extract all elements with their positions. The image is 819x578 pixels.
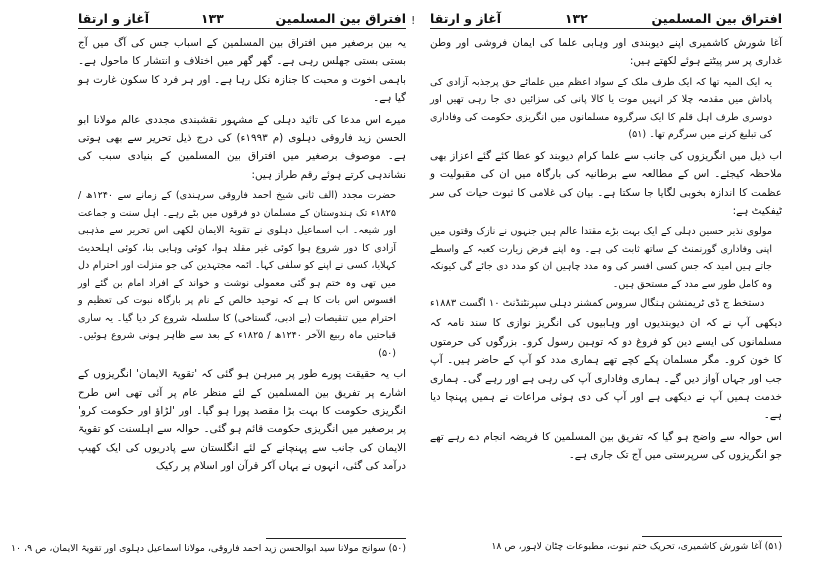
- left-body: [78, 34, 406, 479]
- right-book-title: افتراق بین المسلمین: [651, 11, 782, 26]
- right-paragraph-1: آغا شورش کاشمیری اپنے دیوبندی اور وہابی علما کی ایمان فروشی اور وطن غداری پر سر پیٹتے ہوئے لکھتے ہیں:: [430, 37, 782, 68]
- left-block-quote: حضرت مجدد (الف ثانی شیخ احمد فاروقی سرہندی) کے زمانے سے ۱۲۴۰ھ / ۱۸۲۵ء تک ہندوستان کے مسلمان دو فرقوں میں بٹے رہے۔ اہل سنت و جماعت اور شیعہ۔ اب اسماعیل دہلوی نے تقویۃ الایمان لکھی اس تحریر سے مذہبی آزادی کا دور شروع ہوا کوئی غیر مقلد ہوا، کوئی وہابی بنا، کوئی اہلحدیث کہلایا، کسی نے اپنے کو سلفی کہا۔ ائمہ مجتہدین کی جو منزلت اور احترام دل میں تھی وہ ختم ہو گئی معمولی نوشت و خواند کے افراد امام بن گئے اور افسوس اس بات کا ہے کہ توحید خالص کے نام پر بارگاہ نبوت کی تعظیم و احترام میں تنقیصات (بے ادبی، گستاخی) کا سلسلہ شروع کر دیا گیا۔ یہ ساری قباحتیں ماہ ربیع الآخر ۱۲۴۰ھ / ۱۸۲۵ء کے بعد سے ظاہر ہونی شروع ہوئیں۔ (۵۰): [78, 190, 397, 359]
- right-quote-1-text: یہ ایک المیہ تھا کہ ایک طرف ملک کے سواد اعظم میں علمائے حق پرجذبہ آزادی کی پاداش میں مقدمہ چلا کر انہیں موت یا کالا پانی کی سزائیں دی جا رہی تھیں اور دوسری طرف اہل قلم کا ایک سرگروہ مسلمانوں میں انگریزی حکومت کی وفاداری کی تبلیغ کرنے میں سرگرم تھا۔: [430, 76, 772, 141]
- right-page-number: ۱۳۲: [564, 11, 588, 26]
- right-paragraph-3: دیکھی آپ نے کہ ان دیوبندیوں اور وہابیوں کی انگریز نوازی کا سند نامہ کہ مسلمانوں کی ایسے دین کو فروغ دو کہ توہین رسول کرو۔ بزرگوں کی حرمتوں کا خون کرو۔ مگر مسلمان پکے کچے تھے ہماری مدد کو آپ کے حاضر ہیں۔ آپ جب اور جہاں آواز دیں گے۔ ہماری وفاداری آپ کی رہی ہے اور رہے گی۔ ہماری خدمت ہمیں آپ نے دیکھی ہے اور آپ کی دی ہوئی مراعات نے ہمیں پہنچا دیا ہے۔: [430, 317, 782, 422]
- gutter-mark: !: [411, 14, 416, 27]
- right-body: [430, 34, 782, 468]
- left-running-head: [78, 6, 406, 29]
- right-paragraph-2: اب ذیل میں انگریزوں کی جانب سے علما کرام دیوبند کو عطا کئے گئے اعزاز بھی ملاحظہ کیجئے۔ اس کے مطالعہ سے برطانیہ کی بارگاہ میں ان کی مقبولیت و عظمت کا اندازہ بخوبی لگایا جا سکتا ہے۔ بیان کی غلامی کا ثبوت حیات کی سر ٹیفکیٹ ہے:: [430, 149, 782, 218]
- right-signature: دستخط ج ڈی ٹریمنشن ہنگال سروس کمشنر دہلی سپرنٹنڈنٹ ۱۰ اگست ۱۸۸۳ء: [430, 298, 765, 310]
- left-chapter-title: آغاز و ارتقا: [78, 11, 150, 26]
- left-paragraph-2: میرے اس مدعا کی تائید دہلی کے مشہور نقشبندی مجددی عالم مولانا ابو الحسن زید فاروقی دہلوی (م ۱۹۹۳ء) کی درج ذیل تحریر سے بھی ہوتی ہے۔ موصوف برصغیر میں افتراق بین المسلمین کے بنیادی سبب کی نشاندہی کرتے ہوئے رقم طراز ہیں:: [78, 113, 406, 181]
- left-page-number: ۱۳۳: [200, 11, 224, 26]
- right-chapter-title: آغاز و ارتقا: [430, 11, 502, 26]
- left-footnote: (۵۰) سوانح مولانا سید ابوالحسن زید احمد فاروقی، مولانا اسماعیل دہلوی اور تقویۃ الایمان، ص ۹، ۱۰: [10, 543, 406, 554]
- right-block-quote-2: مولوی نذیر حسین دہلی کے ایک بہت بڑے مقتدا عالم ہیں جنہوں نے نازک وقتوں میں اپنی وفاداری گورنمنٹ کے ساتھ ثابت کی ہے۔ وہ اپنے فرض زیارت کعبہ کے واسطے جاتے ہیں امید کہ جس کسی افسر کی وہ مدد چاہیں ان کو مدد دی جائے گی کیونکہ وہ کامل طور سے مدد کے مستحق ہیں۔: [430, 226, 772, 290]
- left-page: [10, 0, 406, 578]
- right-paragraph-4: اس حوالہ سے واضح ہو گیا کہ تفریق بین المسلمین کا فریضہ انجام دے رہے تھے جو انگریزوں کی سرپرستی میں آج تک جاری ہے۔: [430, 430, 782, 462]
- left-paragraph-1: یہ بین برصغیر میں افتراق بین المسلمین کے اسباب جس کی آگ میں آج بستی بستی جھلس رہی ہے۔ گھر گھر میں اختلاف و انتشار کا ماحول ہے۔ باہمی اخوت و محبت کا جنازہ نکل رہا ہے۔ اور ہر فرد کا سکون غارت ہو گیا ہے۔: [78, 37, 406, 105]
- right-block-quote-1: [430, 74, 782, 144]
- right-running-head: [430, 6, 782, 29]
- right-footnote: (۵۱) آغا شورش کاشمیری، تحریک ختم نبوت، مطبوعات چٹان لاہور، ص ۱۸: [491, 541, 782, 552]
- right-footnote-rule: [642, 536, 782, 537]
- right-quote-1-ref: (۵۱): [628, 129, 647, 141]
- right-page: [430, 0, 782, 578]
- left-footnote-rule: [266, 538, 406, 539]
- left-book-title: افتراق بین المسلمین: [275, 11, 406, 26]
- left-paragraph-3: اب یہ حقیقت پورے طور پر مبرہن ہو گئی کہ 'تقویۃ الایمان' انگریزوں کے اشارے پر تفریق بین المسلمین کے لئے منظر عام پر آئی تھی اس طرح انگریزی حکومت کا بہت بڑا مقصد پورا ہو گیا۔ اور 'لڑاؤ اور حکومت کرو' پر برصغیر میں انگریزی حکومت قائم ہو گئی۔ حوالہ سے اہلسنت کو تقویۃ الایمان کی جانب سے پہنچانے کے لئے انگلستان سے پادریوں کی ایک کھیپ درآمد کی گئی، انہوں نے یہاں آکر قرآن اور اسلام پر رکیک: [78, 368, 406, 473]
